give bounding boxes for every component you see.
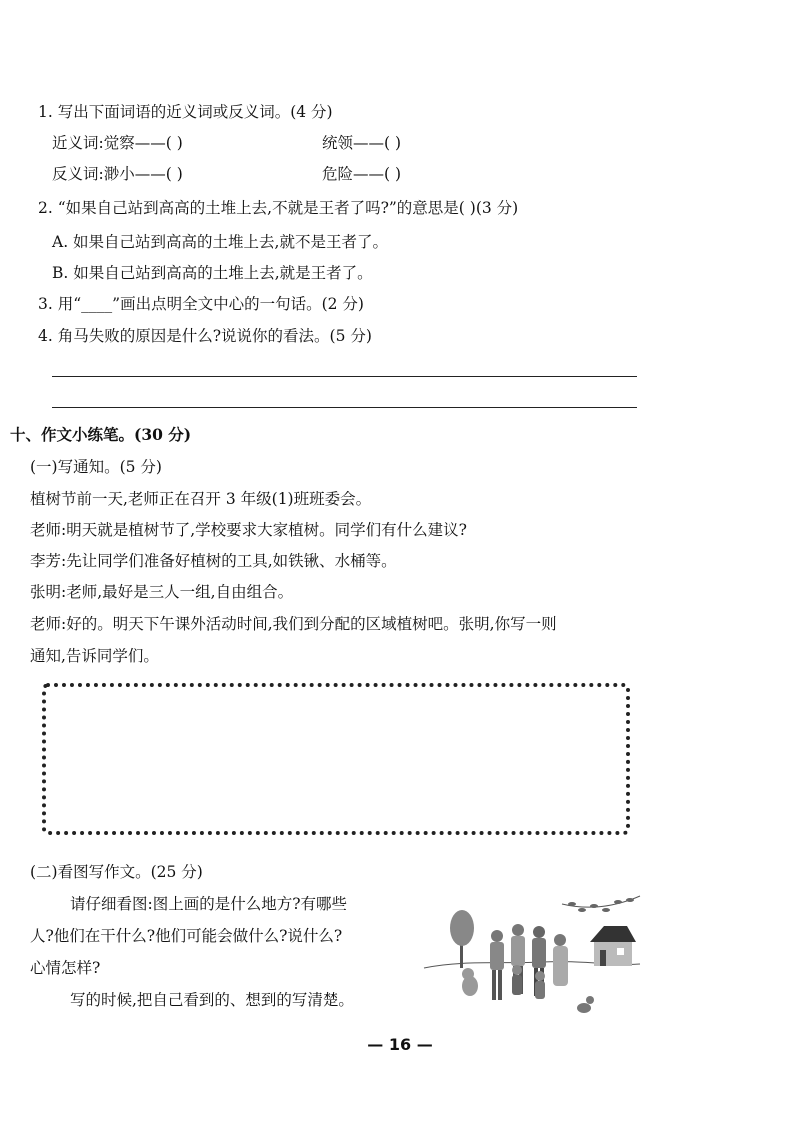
q2-option-a: A. 如果自己站到高高的土堆上去,就不是王者了。 xyxy=(52,233,388,251)
tree-icon xyxy=(450,910,474,968)
q2-title: 2. “如果自己站到高高的土堆上去,不就是王者了吗?”的意思是( )(3 分) xyxy=(38,199,519,217)
part1-line: 老师:明天就是植树节了,学校要求大家植树。同学们有什么建议? xyxy=(30,521,467,539)
part1-line: 通知,告诉同学们。 xyxy=(30,647,159,665)
q2-option-b: B. 如果自己站到高高的土堆上去,就是王者了。 xyxy=(52,264,373,282)
cat-icon xyxy=(577,996,594,1013)
part1-line: 植树节前一天,老师正在召开 3 年级(1)班班委会。 xyxy=(30,490,372,508)
q1-antonym-1: 反义词:渺小——( ) xyxy=(52,165,183,183)
answer-line-1[interactable] xyxy=(52,376,637,377)
part1-line: 老师:好的。明天下午课外活动时间,我们到分配的区域植树吧。张明,你写一则 xyxy=(30,615,557,633)
q3-title: 3. 用“____”画出点明全文中心的一句话。(2 分) xyxy=(38,295,364,313)
part1-line: 李芳:先让同学们准备好植树的工具,如铁锹、水桶等。 xyxy=(30,552,397,570)
q1-synonym-2: 统领——( ) xyxy=(322,134,402,152)
part2-line: 人?他们在干什么?他们可能会做什么?说什么? xyxy=(30,927,343,945)
q1-antonym-2: 危险——( ) xyxy=(322,165,402,183)
q1-synonym-1: 近义词:觉察——( ) xyxy=(52,134,183,152)
part1-line: 张明:老师,最好是三人一组,自由组合。 xyxy=(30,583,294,601)
answer-line-2[interactable] xyxy=(52,407,637,408)
part2-line: 请仔细看图:图上画的是什么地方?有哪些 xyxy=(70,895,348,913)
branch-icon xyxy=(562,896,640,912)
dog-icon xyxy=(462,968,478,996)
part2-line: 写的时候,把自己看到的、想到的写清楚。 xyxy=(70,991,354,1009)
part1-title: (一)写通知。(5 分) xyxy=(30,458,162,476)
part2-line: 心情怎样? xyxy=(30,959,101,977)
q4-title: 4. 角马失败的原因是什么?说说你的看法。(5 分) xyxy=(38,327,372,345)
page-number: — 16 — xyxy=(367,1035,433,1054)
family-outing-illustration xyxy=(422,890,642,1020)
notice-writing-box[interactable] xyxy=(42,683,630,835)
house-icon xyxy=(590,926,636,966)
section-10-heading: 十、作文小练笔。(30 分) xyxy=(10,425,192,444)
part2-title: (二)看图写作文。(25 分) xyxy=(30,863,203,881)
q1-title: 1. 写出下面词语的近义词或反义词。(4 分) xyxy=(38,103,333,121)
